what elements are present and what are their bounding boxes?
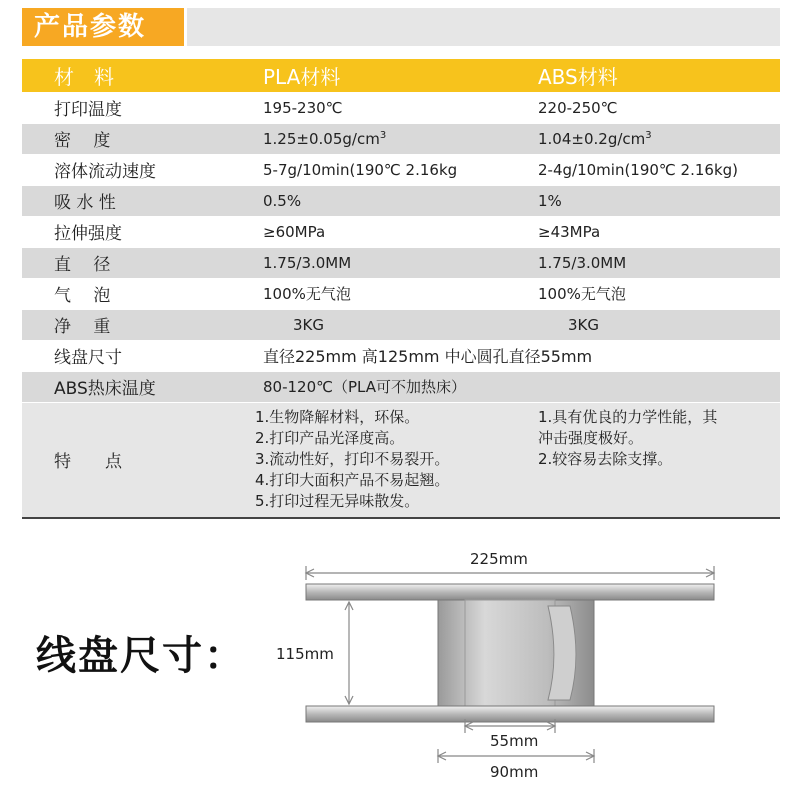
row-label: 溶体流动速度 <box>22 154 217 185</box>
section-title: 产品参数 <box>22 8 187 46</box>
pla-density-exponent: 3 <box>379 129 387 141</box>
pla-density: 1.25±0.05g/cm <box>263 129 380 148</box>
pla-value: 3KG <box>217 309 500 340</box>
width-label: 225mm <box>470 550 528 568</box>
pla-value: 0.5% <box>217 185 500 216</box>
abs-density: 1.04±0.2g/cm <box>538 129 646 148</box>
row-label: 气 泡 <box>22 278 217 309</box>
pla-value: 100%无气泡 <box>217 278 500 309</box>
list-item: 4.打印大面积产品不易起翘。 <box>255 471 450 490</box>
abs-value: 3KG <box>500 309 780 340</box>
row-label: 直 径 <box>22 247 217 278</box>
row-label: 线盘尺寸 <box>22 340 217 371</box>
hole-label: 55mm <box>490 732 539 750</box>
bed-temp-value: 80-120℃（PLA可不加热床） <box>217 371 780 402</box>
list-item: 2.打印产品光泽度高。 <box>255 429 405 448</box>
abs-value: 100%无气泡 <box>500 278 780 309</box>
bottom-flange <box>306 706 714 722</box>
abs-value: 1% <box>500 185 780 216</box>
spool-size-value: 直径225mm 高125mm 中心圆孔直径55mm <box>217 340 780 371</box>
pla-value: ≥60MPa <box>217 216 500 247</box>
abs-value: 220-250℃ <box>500 92 780 123</box>
pla-value: 5-7g/10min(190℃ 2.16kg <box>217 154 500 185</box>
width-dimension <box>306 566 714 580</box>
pla-value: 1.75/3.0MM <box>217 247 500 278</box>
list-item: 1.具有优良的力学性能，其 <box>538 407 718 426</box>
col-header-abs: ABS材料 <box>500 59 780 92</box>
top-flange <box>306 584 714 600</box>
row-label: 吸 水 性 <box>22 185 217 216</box>
pla-value: 195-230℃ <box>217 92 500 123</box>
row-label: 密 度 <box>22 123 217 154</box>
height-label: 115mm <box>276 645 334 663</box>
abs-value: 2-4g/10min(190℃ 2.16kg) <box>500 154 780 185</box>
row-label: ABS热床温度 <box>22 371 217 402</box>
abs-value: ≥43MPa <box>500 216 780 247</box>
col-header-material: 材 料 <box>22 59 217 92</box>
hub-label: 90mm <box>490 763 539 781</box>
row-label: 特 点 <box>22 402 217 518</box>
hub-dimension <box>438 749 594 763</box>
height-dimension <box>345 602 353 704</box>
list-item: 2.较容易去除支撑。 <box>538 449 673 468</box>
col-header-pla: PLA材料 <box>217 59 500 92</box>
list-item: 1.生物降解材料，环保。 <box>255 408 420 427</box>
row-label: 净 重 <box>22 309 217 340</box>
list-item: 冲击强度极好。 <box>538 428 644 447</box>
list-item: 5.打印过程无异味散发。 <box>255 492 420 511</box>
row-label: 拉伸强度 <box>22 216 217 247</box>
abs-density-exponent: 3 <box>645 129 652 141</box>
spool-size-heading: 线盘尺寸： <box>36 633 246 679</box>
abs-value: 1.75/3.0MM <box>500 247 780 278</box>
row-label: 打印温度 <box>22 92 217 123</box>
list-item: 3.流动性好，打印不易裂开。 <box>255 450 450 469</box>
